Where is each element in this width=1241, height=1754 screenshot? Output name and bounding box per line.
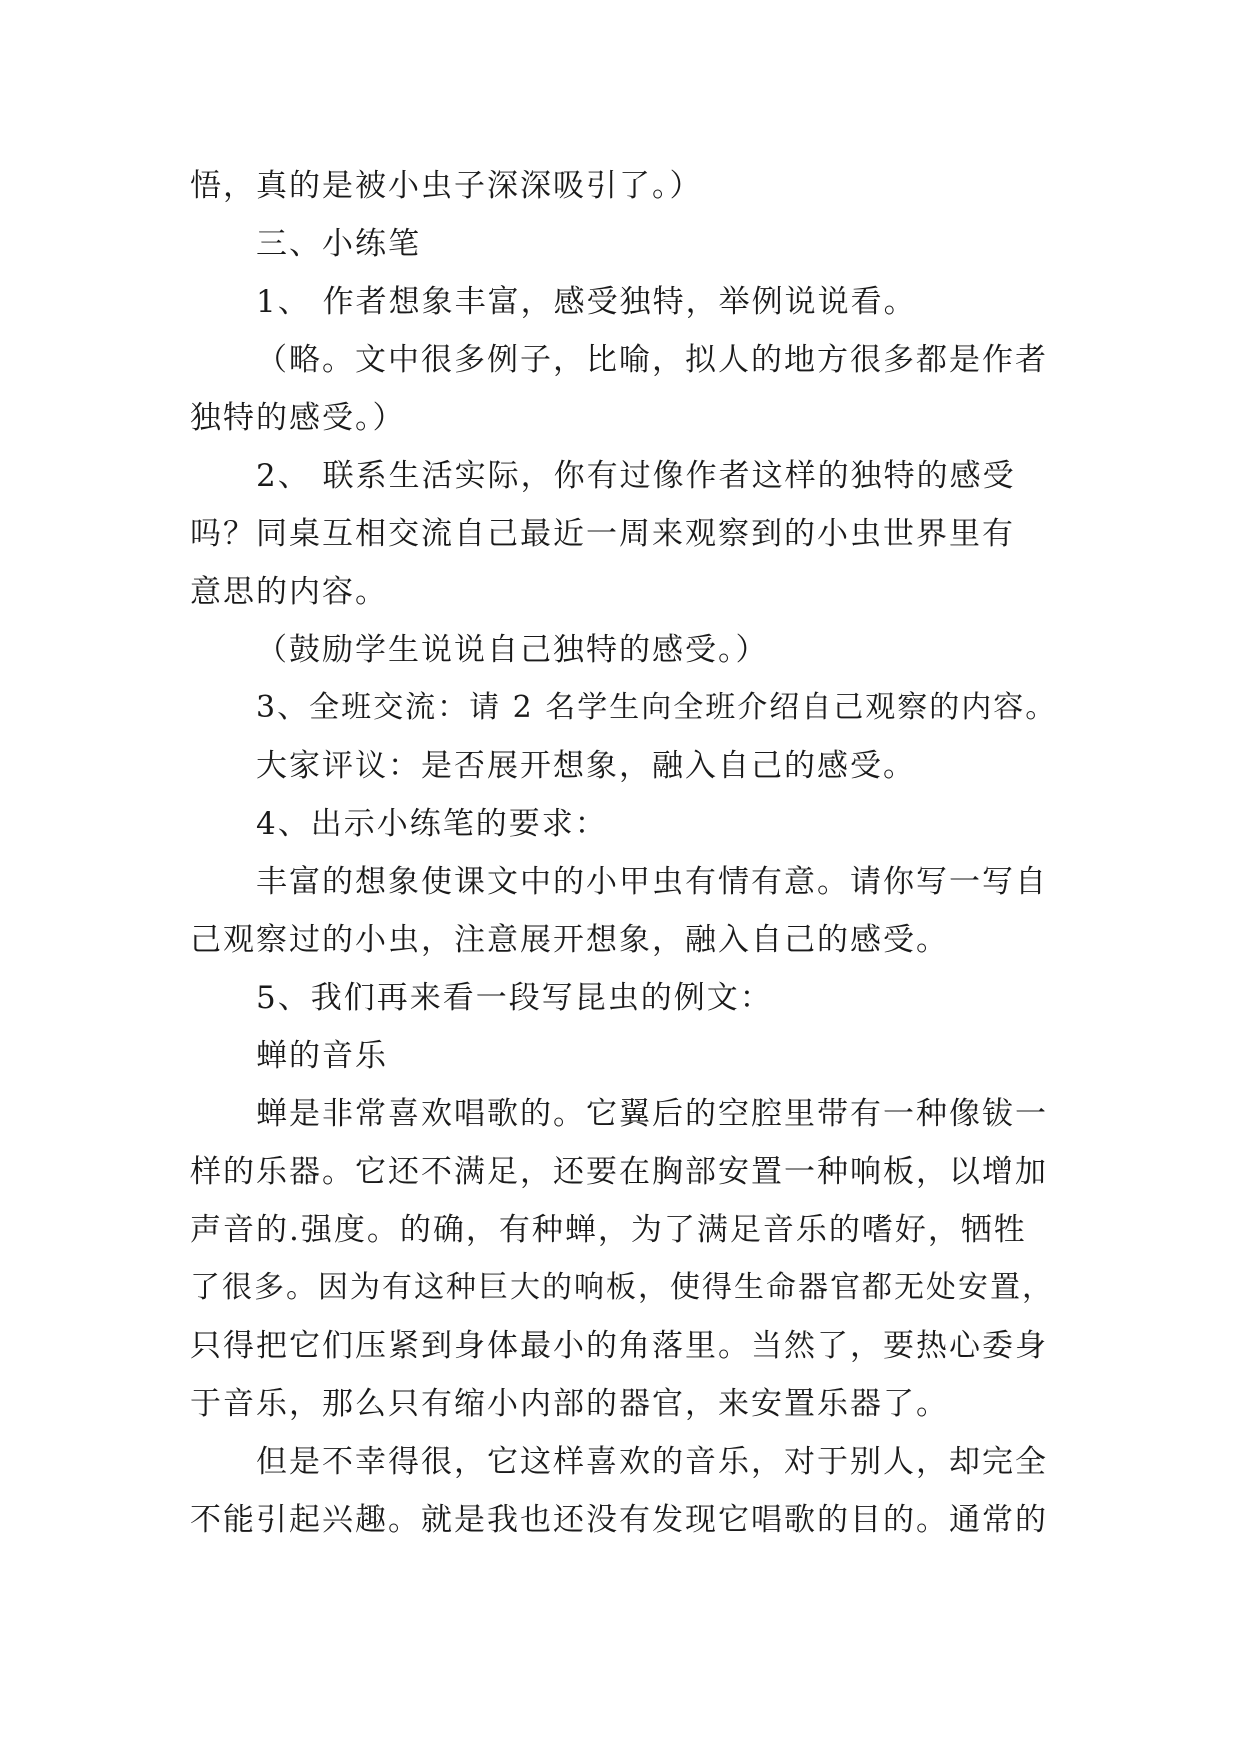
text-line: 了很多。因为有这种巨大的响板，使得生命器官都无处安置， — [190, 1270, 1054, 1305]
text-line: 3、全班交流：请 2 名学生向全班介绍自己观察的内容。 — [256, 690, 1058, 725]
text-line: 意思的内容。 — [190, 574, 388, 610]
text-line: 声音的.强度。的确，有种蝉，为了满足音乐的嗜好，牺牲 — [190, 1212, 1027, 1248]
text-line: 己观察过的小虫，注意展开想象，融入自己的感受。 — [190, 922, 949, 958]
text-line: 丰富的想象使课文中的小甲虫有情有意。请你写一写自 — [256, 864, 1048, 900]
text-line: 5、我们再来看一段写昆虫的例文： — [256, 980, 773, 1016]
text-line: 只得把它们压紧到身体最小的角落里。当然了，要热心委身 — [190, 1328, 1048, 1364]
text-line: （鼓励学生说说自己独特的感受。） — [256, 632, 769, 668]
text-line: 吗？同桌互相交流自己最近一周来观察到的小虫世界里有 — [190, 516, 1015, 552]
essay-title: 蝉的音乐 — [256, 1038, 388, 1074]
text-line: 独特的感受。） — [190, 400, 406, 436]
text-line: 2、 联系生活实际，你有过像作者这样的独特的感受 — [256, 458, 1016, 494]
text-line: 样的乐器。它还不满足，还要在胸部安置一种响板，以增加 — [190, 1154, 1048, 1190]
text-line: （略。文中很多例子，比喻，拟人的地方很多都是作者 — [256, 342, 1048, 378]
text-line: 蝉是非常喜欢唱歌的。它翼后的空腔里带有一种像钹一 — [256, 1096, 1048, 1132]
text-line: 于音乐，那么只有缩小内部的器官，来安置乐器了。 — [190, 1386, 949, 1422]
text-line: 但是不幸得很，它这样喜欢的音乐，对于别人，却完全 — [256, 1444, 1048, 1480]
text-line: 不能引起兴趣。就是我也还没有发现它唱歌的目的。通常的 — [190, 1502, 1048, 1538]
text-line: 悟，真的是被小虫子深深吸引了。） — [190, 168, 703, 204]
text-line: 4、出示小练笔的要求： — [256, 806, 608, 842]
section-heading: 三、小练笔 — [256, 226, 421, 262]
text-line: 大家评议：是否展开想象，融入自己的感受。 — [256, 748, 916, 784]
text-line: 1、 作者想象丰富，感受独特，举例说说看。 — [256, 284, 917, 320]
